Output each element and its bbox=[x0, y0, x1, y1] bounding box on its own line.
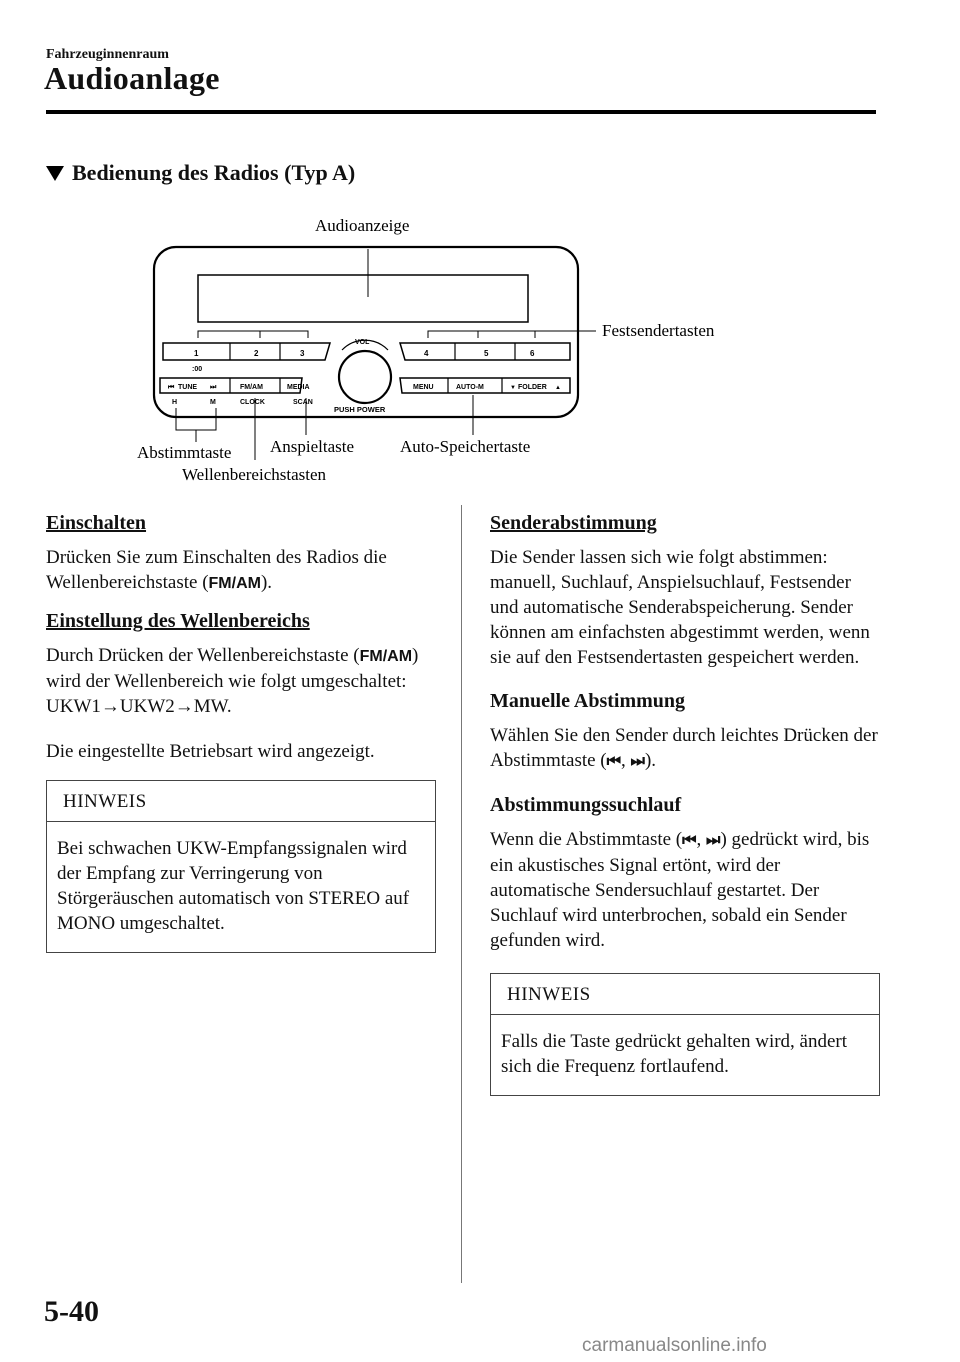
paragraph-wellenbereich bbox=[46, 643, 436, 719]
note-body-left: Bei schwachen UKW-Empfangssignalen wird der Empfang zur Verringerung von Störgeräuschen automatisch von STEREO auf MONO umgeschaltet. bbox=[57, 838, 410, 934]
note-title-left: HINWEIS bbox=[47, 781, 435, 822]
text-manuelle-a: Wählen Sie den Sender durch leichtes Drücken der Abstimmtaste ( bbox=[490, 725, 878, 771]
column-divider bbox=[461, 505, 462, 1283]
push-power-label: PUSH POWER bbox=[334, 405, 386, 414]
preset-4-label: 4 bbox=[424, 349, 429, 358]
seek-down-icon: ⏮ bbox=[168, 384, 175, 391]
text-suchlauf-b: ) gedrückt wird, bis ein akustisches Signal ertönt, wird der automatische Sendersuchlauf gestartet. Der Suchlauf wird unterbrochen, sobald ein Sender gefunden wird. bbox=[490, 829, 870, 951]
preset-3-label: 3 bbox=[300, 349, 305, 358]
callout-preset-buttons: Festsendertasten bbox=[602, 321, 715, 340]
folder-up-icon: ▲ bbox=[555, 385, 561, 391]
preset-6-label: 6 bbox=[530, 349, 535, 358]
right-column bbox=[490, 512, 880, 1096]
clock-label: CLOCK bbox=[240, 399, 265, 406]
folder-down-icon: ▼ bbox=[510, 385, 516, 391]
tune-label: TUNE bbox=[178, 384, 198, 391]
subsection-heading bbox=[46, 160, 355, 186]
text-wellenbereich-b: ) wird der Wellenbereich wie folgt umgeschaltet: UKW1→UKW2→MW. bbox=[46, 645, 419, 717]
volume-knob bbox=[339, 351, 391, 403]
heading-senderabstimmung: Senderabstimmung bbox=[490, 512, 657, 534]
watermark: carmanualsonline.info bbox=[582, 1335, 767, 1356]
fm-am-key-label-2: FM/AM bbox=[359, 648, 413, 665]
left-column bbox=[46, 512, 436, 953]
page-number: 5-40 bbox=[44, 1295, 99, 1328]
paragraph-senderabstimmung: Die Sender lassen sich wie folgt abstimmen: manuell, Suchlauf, Anspielsuchlauf, Festsender und automatische Senderabspeicherung. Sender können am einfachsten abgestimmt werden, wenn sie auf den Festsendertasten gespeichert werden. bbox=[490, 547, 870, 668]
preset-bar-left bbox=[163, 343, 330, 360]
chapter-title: Fahrzeuginnenraum bbox=[46, 47, 169, 62]
section-title: Audioanlage bbox=[44, 60, 220, 96]
text-wellenbereich-a: Durch Drücken der Wellenbereichstaste ( bbox=[46, 645, 360, 666]
media-label: MEDIA bbox=[287, 384, 310, 391]
heading-wellenbereich: Einstellung des Wellenbereichs bbox=[46, 610, 310, 632]
h-label: H bbox=[172, 399, 178, 406]
folder-label: FOLDER bbox=[518, 384, 547, 391]
seek-up-icon: ⏭ bbox=[706, 832, 721, 849]
menu-label: MENU bbox=[413, 384, 434, 391]
text-suchlauf-a: Wenn die Abstimmtaste ( bbox=[490, 829, 683, 850]
header-rule bbox=[46, 110, 876, 114]
m-label: M bbox=[210, 399, 216, 406]
text-einschalten-b: ). bbox=[260, 572, 273, 593]
radio-panel-figure bbox=[130, 205, 750, 490]
seek-down-icon: ⏮ bbox=[682, 832, 697, 849]
callout-auto-memory-button: Auto-Speichertaste bbox=[400, 437, 531, 456]
heading-manuelle-abstimmung: Manuelle Abstimmung bbox=[490, 690, 686, 712]
subsection-heading-text: Bedienung des Radios (Typ A) bbox=[72, 160, 356, 185]
callout-tuning-button: Abstimmtaste bbox=[137, 443, 232, 462]
text-manuelle-b: ). bbox=[644, 750, 657, 771]
paragraph-einschalten bbox=[46, 545, 436, 596]
triangle-down-icon bbox=[46, 166, 64, 181]
fm-am-label: FM/AM bbox=[240, 384, 263, 391]
heading-abstimmungssuchlauf: Abstimmungssuchlauf bbox=[490, 794, 682, 816]
seek-up-icon: ⏭ bbox=[210, 384, 217, 391]
paragraph-abstimmungssuchlauf: Wenn die Abstimmtaste (⏮, ⏭) gedrückt wird, bis ein akustisches Signal ertönt, wird der automatische Sendersuchlauf gestartet. Der Suchlauf wird unterbrochen, sobald ein Sender gefunden wird. bbox=[490, 829, 870, 951]
callout-audio-display: Audioanzeige bbox=[315, 216, 410, 235]
note-box-left bbox=[46, 780, 436, 953]
text-einschalten-a: Drücken Sie zum Einschalten des Radios die Wellenbereichstaste ( bbox=[46, 547, 387, 593]
paragraph-manuelle-abstimmung: Wählen Sie den Sender durch leichtes Drücken der Abstimmtaste (⏮, ⏭). bbox=[490, 725, 878, 771]
seek-up-icon: ⏭ bbox=[630, 753, 645, 770]
note-body-right: Falls die Taste gedrückt gehalten wird, ändert sich die Frequenz fortlaufend. bbox=[501, 1031, 848, 1077]
note-title-right: HINWEIS bbox=[491, 974, 879, 1015]
scan-label: SCAN bbox=[293, 399, 313, 406]
vol-label: VOL bbox=[355, 339, 370, 346]
zero-label: :00 bbox=[192, 366, 203, 373]
paragraph-betriebsart: Die eingestellte Betriebsart wird angezeigt. bbox=[46, 741, 375, 762]
seek-down-icon: ⏮ bbox=[606, 753, 622, 770]
auto-m-label: AUTO-M bbox=[456, 384, 484, 391]
note-box-right bbox=[490, 973, 880, 1096]
preset-2-label: 2 bbox=[254, 349, 259, 358]
preset-1-label: 1 bbox=[194, 349, 199, 358]
fm-am-key-label: FM/AM bbox=[208, 575, 261, 592]
callout-scan-button: Anspieltaste bbox=[270, 437, 355, 456]
preset-5-label: 5 bbox=[484, 349, 489, 358]
heading-einschalten: Einschalten bbox=[46, 512, 147, 534]
callout-band-buttons: Wellenbereichstasten bbox=[182, 465, 327, 484]
audio-display bbox=[198, 275, 528, 322]
